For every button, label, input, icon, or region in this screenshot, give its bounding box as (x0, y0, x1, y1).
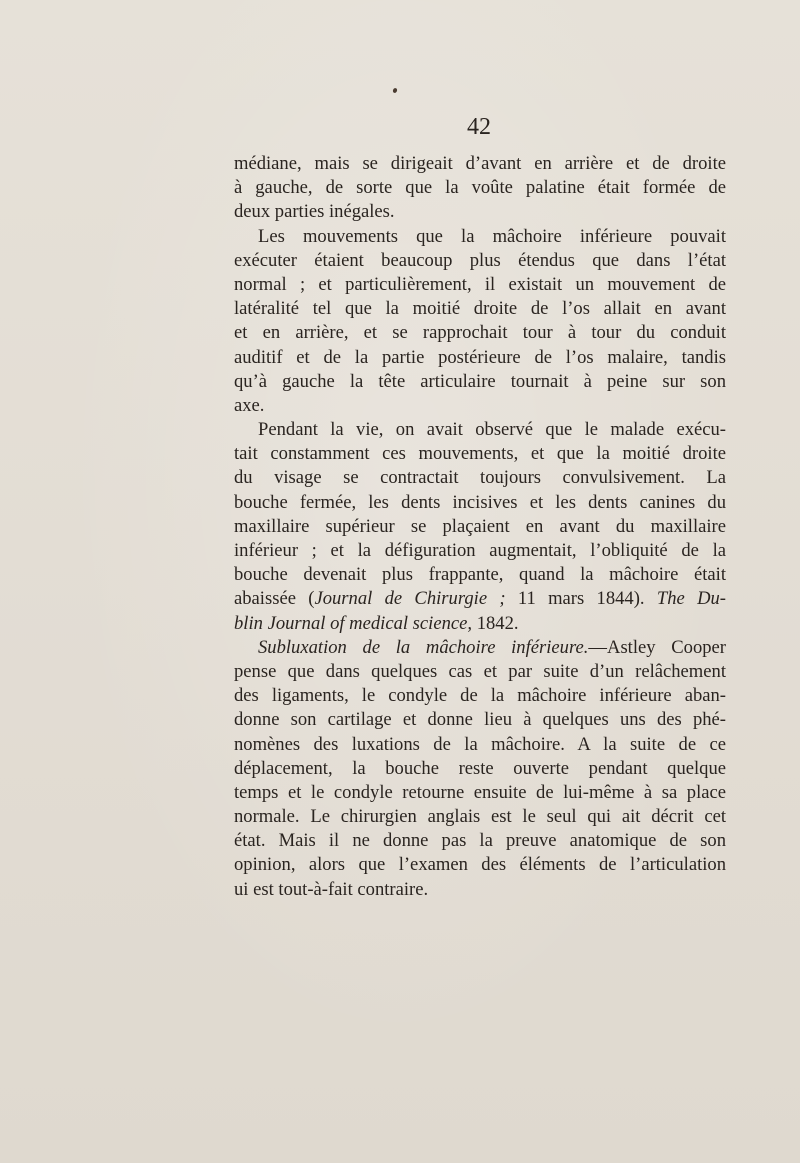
text-run: inférieur ; et la défiguration augmentait, l’obliquité de la (234, 540, 726, 561)
text-run: pense que dans quelques cas et par suite d’un relâchement (234, 660, 726, 682)
text-run: Pendant la vie, on avait observé que le malade exécu- (258, 419, 726, 441)
text-run: opinion, alors que l’examen des éléments de l’articulation (234, 854, 726, 876)
text-line (234, 563, 726, 587)
text-line (234, 708, 726, 732)
text-line (234, 176, 726, 200)
text-line (234, 152, 726, 176)
ink-speck (392, 87, 398, 93)
text-line (234, 466, 726, 490)
text-line (234, 636, 726, 660)
text-line (234, 733, 726, 757)
text-run: abaissée ( (234, 588, 315, 610)
text-line (234, 249, 726, 273)
text-run: des ligaments, le condyle de la mâchoire inférieure aban- (234, 685, 726, 707)
text-run: Les mouvements que la mâchoire inférieure pouvait (258, 225, 726, 247)
text-run: normal ; et particulièrement, il existait un mouvement de (234, 273, 726, 295)
text-line (234, 370, 726, 394)
text-run: 11 mars 1844). (505, 588, 657, 610)
text-line (234, 346, 726, 370)
text-run: deux parties inégales. (234, 201, 395, 223)
text-run: donne son cartilage et donne lieu à quelques uns des phé- (234, 709, 726, 731)
text-line (234, 394, 726, 418)
text-run: normale. Le chirurgien anglais est le seul qui ait décrit cet (234, 806, 726, 828)
text-line (234, 200, 726, 224)
text-run: et en arrière, et se rapprochait tour à tour du conduit (234, 322, 726, 344)
text-run: à gauche, de sorte que la voûte palatine était formée de (234, 177, 726, 199)
text-run: auditif et de la partie postérieure de l’os malaire, tandis (234, 346, 726, 368)
text-run: bouche devenait plus frappante, quand la mâchoire était (234, 564, 726, 586)
text-line (234, 418, 726, 442)
text-line (234, 757, 726, 781)
italic-text-run: blin Journal of medical science, (234, 612, 473, 634)
text-run: tait constamment ces mouvements, et que la moitié droite (234, 443, 726, 465)
text-line (234, 515, 726, 539)
text-line (234, 829, 726, 853)
text-line (234, 321, 726, 345)
text-line (234, 491, 726, 515)
text-line (234, 442, 726, 466)
text-run: état. Mais il ne donne pas la preuve anatomique de son (234, 830, 726, 852)
text-line (234, 684, 726, 708)
text-run: bouche fermée, les dents incisives et les dents canines du (234, 491, 726, 513)
text-run: axe. (234, 394, 265, 416)
italic-text-run: Journal de Chirurgie ; (314, 588, 506, 610)
text-run: qu’à gauche la tête articulaire tournait à peine sur son (234, 370, 726, 392)
body-text (234, 152, 726, 902)
page-number: 42 (467, 114, 491, 140)
text-line (234, 539, 726, 563)
text-line (234, 273, 726, 297)
text-run: maxillaire supérieur se plaçaient en avant du maxillaire (234, 515, 726, 537)
text-line (234, 805, 726, 829)
text-run: exécuter étaient beaucoup plus étendus que dans l’état (234, 249, 726, 271)
text-line (234, 853, 726, 877)
italic-text-run: Subluxation de la mâchoire inférieure. (258, 636, 589, 658)
text-line (234, 225, 726, 249)
text-run: ui est tout-à-fait contraire. (234, 878, 429, 900)
text-run: latéralité tel que la moitié droite de l’os allait en avant (234, 298, 726, 320)
text-run: —Astley Cooper (588, 636, 726, 658)
text-line (234, 587, 726, 611)
text-run: nomènes des luxations de la mâchoire. A la suite de ce (234, 733, 726, 755)
text-run: déplacement, la bouche reste ouverte pendant quelque (234, 757, 726, 779)
text-run: 1842. (472, 612, 519, 634)
text-line (234, 297, 726, 321)
text-run: temps et le condyle retourne ensuite de lui-même à sa place (234, 781, 726, 803)
text-line (234, 781, 726, 805)
italic-text-run: The Du- (656, 588, 726, 610)
text-line (234, 878, 726, 902)
text-line (234, 612, 726, 636)
text-run: médiane, mais se dirigeait d’avant en arrière et de droite (234, 153, 726, 174)
text-run: du visage se contractait toujours convulsivement. La (234, 467, 726, 489)
text-line (234, 660, 726, 684)
